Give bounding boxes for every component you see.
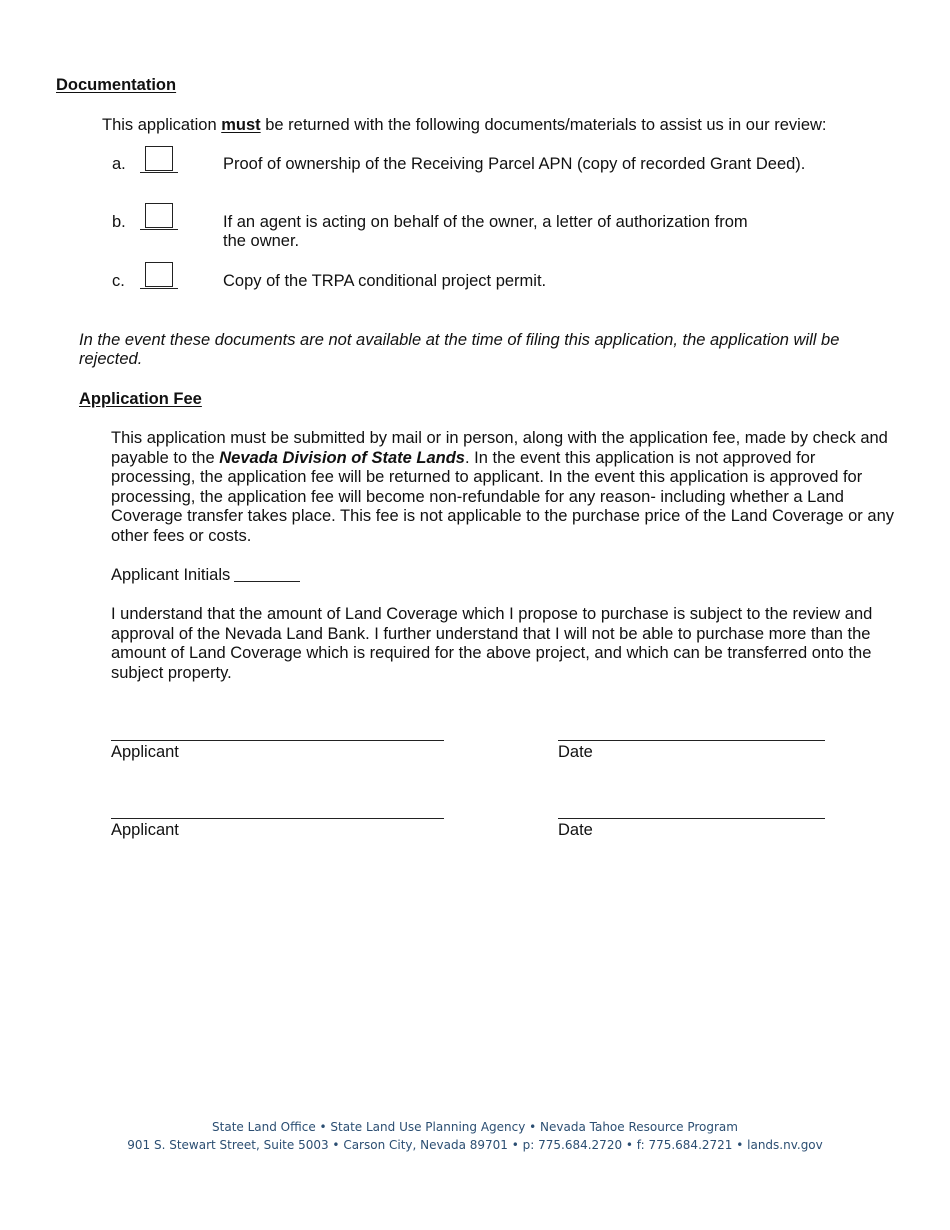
footer-line1: State Land Office • State Land Use Planning Agency • Nevada Tahoe Resource Program (212, 1120, 738, 1134)
intro-emphasis: must (221, 116, 261, 134)
item-b-letter: b. (112, 213, 126, 231)
footer-line2: 901 S. Stewart Street, Suite 5003 • Carson City, Nevada 89701 • p: 775.684.2720 • f: 775.684.2721 • lands.nv.gov (127, 1138, 823, 1152)
applicant-initials-field[interactable] (234, 581, 300, 582)
date-line[interactable] (558, 740, 825, 741)
applicant-signature-line[interactable] (111, 818, 444, 819)
acknowledgement-paragraph: I understand that the amount of Land Coverage which I propose to purchase is subject to the review and approval of the Nevada Land Bank. I further understand that I will not be able to purchase more than the amount of Land Coverage which is required for the above project, and which can be transferred onto the subject property. (111, 605, 873, 682)
item-b-text-line1: If an agent is acting on behalf of the owner, a letter of authorization from (223, 213, 748, 231)
date-label: Date (558, 743, 593, 761)
notice-line1: In the event these documents are not available at the time of filing this application, the application will be (79, 331, 840, 349)
applicant-signature-line[interactable] (111, 740, 444, 741)
item-b-checkbox[interactable] (145, 203, 173, 228)
item-c-checkbox[interactable] (145, 262, 173, 287)
documentation-heading: Documentation (56, 76, 177, 94)
fee-text-pre: This application must be submitted by mail or in person, along with the application fee, made by check and payable to the (111, 429, 888, 467)
item-a-letter: a. (112, 155, 126, 173)
intro-text-pre: This application (102, 116, 222, 134)
application-fee-paragraph (111, 429, 896, 547)
item-a-checkbox-underline (140, 172, 178, 173)
documentation-intro (102, 116, 827, 136)
application-fee-heading: Application Fee (79, 390, 202, 408)
date-line[interactable] (558, 818, 825, 819)
agency-name: Nevada Division of State Lands (219, 448, 465, 467)
item-c-checkbox-underline (140, 288, 178, 289)
applicant-initials-label: Applicant Initials (111, 566, 231, 584)
date-label: Date (558, 821, 593, 839)
intro-text-post: be returned with the following documents/materials to assist us in our review: (260, 116, 827, 134)
item-c-text: Copy of the TRPA conditional project permit. (223, 272, 547, 290)
item-b-checkbox-underline (140, 229, 178, 230)
item-a-text: Proof of ownership of the Receiving Parcel APN (copy of recorded Grant Deed). (223, 155, 806, 173)
item-a-checkbox[interactable] (145, 146, 173, 171)
applicant-label: Applicant (111, 821, 179, 839)
applicant-initials (111, 566, 300, 586)
notice-line2: rejected. (79, 350, 143, 368)
applicant-label: Applicant (111, 743, 179, 761)
fee-text-post: . In the event this application is not approved for processing, the application fee will be returned to applicant. In the event this application is approved for processing, the application fee will become non-refundable for any reason- including whether a Land Coverage transfer takes place. This fee is not applicable to the purchase price of the Land Coverage or any other fees or costs. (111, 448, 894, 545)
item-c-letter: c. (112, 272, 125, 290)
item-b-text-line2: the owner. (223, 232, 300, 250)
